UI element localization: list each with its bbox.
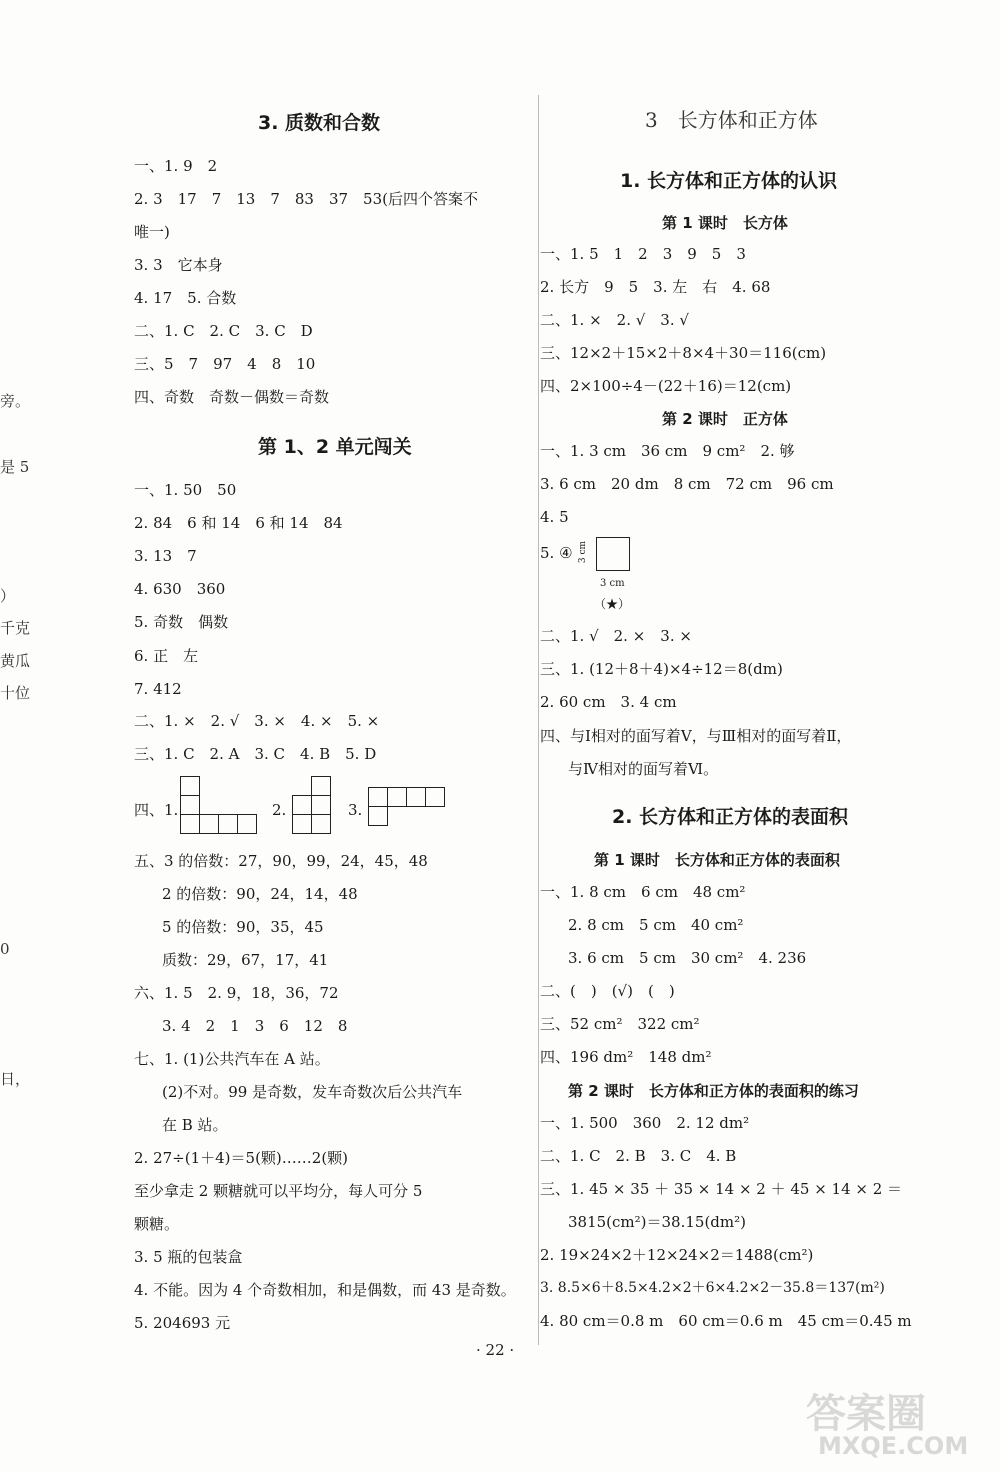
- answer-line: 2. 8 cm 5 cm 40 cm²: [568, 916, 744, 934]
- answer-line: 3. 5 瓶的包装盒: [134, 1248, 243, 1266]
- answer-line: 二、1. C 2. B 3. C 4. B: [540, 1147, 737, 1165]
- answer-line: 三、1. (12＋8＋4)×4÷12＝8(dm): [540, 660, 783, 678]
- answer-line: 七、1. (1)公共汽车在 A 站。: [134, 1050, 330, 1068]
- edge-fragment: 日，: [0, 1070, 31, 1088]
- answer-line: 四、196 dm² 148 dm²: [540, 1048, 712, 1066]
- answer-line: 4. 80 cm＝0.8 m 60 cm＝0.6 m 45 cm＝0.45 m: [540, 1312, 912, 1330]
- answer-line: 三、1. C 2. A 3. C 4. B 5. D: [134, 745, 377, 763]
- answer-line: 一、1. 5 1 2 3 9 5 3: [540, 245, 746, 263]
- answer-line: 2 的倍数：90，24，14，48: [162, 885, 358, 903]
- section-title: 1. 长方体和正方体的认识: [620, 170, 838, 192]
- answer-line: 2. 长方 9 5 3. 左 右 4. 68: [540, 278, 771, 296]
- answer-line: 质数：29，67，17，41: [162, 951, 329, 969]
- answer-line: 2. 60 cm 3. 4 cm: [540, 693, 677, 711]
- column-divider: [538, 95, 539, 1345]
- lesson-title: 第 2 课时 正方体: [662, 410, 788, 428]
- answer-line: 三、52 cm² 322 cm²: [540, 1015, 700, 1033]
- answer-line: 二、( ) (√) ( ): [540, 982, 675, 1000]
- answer-line: 3. 13 7: [134, 547, 197, 565]
- answer-line: 4. 17 5. 合数: [134, 289, 237, 307]
- answer-line: 至少拿走 2 颗糖就可以平均分，每人可分 5: [134, 1182, 423, 1200]
- answer-line: 五、3 的倍数：27，90，99，24，45，48: [134, 852, 428, 870]
- answer-line: 7. 412: [134, 680, 182, 698]
- section-title: 3. 质数和合数: [258, 112, 381, 134]
- answer-line: 3815(cm²)＝38.15(dm²): [568, 1213, 747, 1231]
- answer-line: 3.: [348, 801, 363, 819]
- page-number: · 22 ·: [476, 1341, 515, 1359]
- answer-line: 四、2×100÷4－(22＋16)＝12(cm): [540, 377, 792, 395]
- chapter-title: 3 长方体和正方体: [645, 108, 818, 132]
- watermark-url: MXQE.COM: [818, 1432, 969, 1460]
- answer-line: 在 B 站。: [162, 1116, 228, 1134]
- answer-line: 六、1. 5 2. 9，18，36，72: [134, 984, 339, 1002]
- answer-line: 5. 204693 元: [134, 1314, 231, 1332]
- answer-line: 一、1. 9 2: [134, 157, 218, 175]
- section-title: 第 1、2 单元闯关: [258, 436, 412, 458]
- edge-fragment: 0: [0, 940, 10, 958]
- edge-fragment: 黄瓜: [0, 652, 31, 670]
- answer-line: 3. 6 cm 20 dm 8 cm 72 cm 96 cm: [540, 475, 834, 493]
- answer-line: 2. 27÷(1＋4)＝5(颗)……2(颗): [134, 1149, 349, 1167]
- answer-line: (2)不对。99 是奇数，发车奇数次后公共汽车: [162, 1083, 463, 1101]
- answer-line: 二、1. × 2. √ 3. × 4. × 5. ×: [134, 712, 380, 730]
- lesson-title: 第 1 课时 长方体和正方体的表面积: [594, 851, 840, 869]
- watermark-logo: 答案圈: [806, 1391, 926, 1437]
- section-title: 2. 长方体和正方体的表面积: [612, 806, 849, 828]
- answer-line: 5. 奇数 偶数: [134, 613, 229, 631]
- answer-line: 三、12×2＋15×2＋8×4＋30＝116(cm): [540, 344, 827, 362]
- answer-line: 3. 4 2 1 3 6 12 8: [162, 1017, 348, 1035]
- bottom-label: 3 cm: [600, 578, 625, 589]
- answer-line: 3. 3 它本身: [134, 256, 223, 274]
- answer-line: 4. 5: [540, 508, 569, 526]
- answer-line: 二、1. √ 2. × 3. ×: [540, 627, 692, 645]
- side-label: 3 cm: [578, 540, 589, 564]
- answer-line: 2. 84 6 和 14 6 和 14 84: [134, 514, 343, 532]
- answer-line: 6. 正 左: [134, 647, 199, 665]
- edge-fragment: 十位: [0, 684, 31, 702]
- answer-line: 3. 6 cm 5 cm 30 cm² 4. 236: [568, 949, 807, 967]
- answer-line: 一、1. 8 cm 6 cm 48 cm²: [540, 883, 746, 901]
- answer-line: 二、1. C 2. C 3. C D: [134, 322, 313, 340]
- star-label: （★）: [594, 597, 631, 611]
- edge-fragment: ）: [0, 587, 16, 605]
- answer-line: 5 的倍数：90，35，45: [162, 918, 324, 936]
- answer-line: 4. 630 360: [134, 580, 226, 598]
- answer-line: 2.: [272, 801, 287, 819]
- answer-line: 4. 不能。因为 4 个奇数相加，和是偶数，而 43 是奇数。: [134, 1281, 516, 1299]
- answer-line: 一、1. 500 360 2. 12 dm²: [540, 1114, 750, 1132]
- lesson-title: 第 2 课时 长方体和正方体的表面积的练习: [568, 1082, 859, 1100]
- edge-fragment: 是 5: [0, 458, 30, 476]
- answer-line: 5. ④: [540, 544, 573, 562]
- answer-line: 四、1.: [134, 801, 179, 819]
- answer-line: 3. 8.5×6＋8.5×4.2×2＋6×4.2×2－35.8＝137(m²): [540, 1280, 885, 1296]
- answer-line: 二、1. × 2. √ 3. √: [540, 311, 689, 329]
- answer-line: 唯一): [134, 223, 170, 241]
- answer-line: 2. 19×24×2＋12×24×2＝1488(cm²): [540, 1246, 814, 1264]
- answer-line: 与Ⅳ相对的面写着Ⅵ。: [568, 760, 719, 778]
- square-figure: [596, 537, 630, 571]
- answer-line: 一、1. 50 50: [134, 481, 237, 499]
- lesson-title: 第 1 课时 长方体: [662, 214, 788, 232]
- answer-line: 四、与Ⅰ相对的面写着Ⅴ，与Ⅲ相对的面写着Ⅱ，: [540, 727, 852, 745]
- answer-line: 颗糖。: [134, 1215, 180, 1233]
- answer-line: 一、1. 3 cm 36 cm 9 cm² 2. 够: [540, 442, 795, 460]
- answer-line: 三、1. 45 × 35 ＋ 35 × 14 × 2 ＋ 45 × 14 × 2 ＝: [540, 1180, 903, 1198]
- edge-fragment: 千克: [0, 619, 31, 637]
- answer-line: 三、5 7 97 4 8 10: [134, 355, 316, 373]
- answer-line: 四、奇数 奇数－偶数＝奇数: [134, 388, 330, 406]
- edge-fragment: 旁。: [0, 392, 31, 410]
- answer-line: 2. 3 17 7 13 7 83 37 53(后四个答案不: [134, 190, 478, 208]
